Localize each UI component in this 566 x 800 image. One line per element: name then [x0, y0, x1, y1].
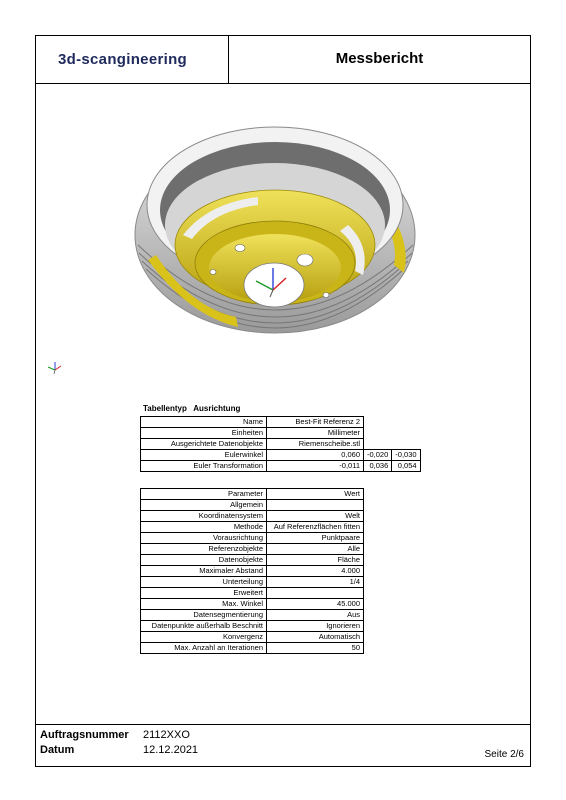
row-value: 0,036	[364, 461, 392, 472]
row-value: Best-Fit Referenz 2	[267, 417, 364, 428]
order-number-label: Auftragsnummer	[40, 729, 129, 741]
row-label: Euler Transformation	[141, 461, 267, 472]
table-row	[141, 621, 364, 632]
report-title: Messbericht	[335, 50, 424, 67]
table-row	[141, 643, 364, 654]
row-label: Datensegmentierung	[141, 610, 267, 621]
table-row	[141, 417, 421, 428]
pulley-3d-render	[108, 85, 438, 355]
report-footer	[36, 724, 530, 767]
row-label: Referenzobjekte	[141, 544, 267, 555]
table-row	[141, 544, 364, 555]
row-label: Max. Winkel	[141, 599, 267, 610]
table-row	[141, 461, 421, 472]
row-value: -0,020	[364, 450, 392, 461]
row-label: Konvergenz	[141, 632, 267, 643]
row-label: Ausgerichtete Datenobjekte	[141, 439, 267, 450]
row-value: -0,030	[392, 450, 420, 461]
table-row	[141, 439, 421, 450]
row-value: 45.000	[267, 599, 364, 610]
table-row	[141, 428, 421, 439]
row-value: 0,060	[267, 450, 364, 461]
table-row	[141, 577, 364, 588]
row-value: 1/4	[267, 577, 364, 588]
table-row	[141, 610, 364, 621]
row-value: 4.000	[267, 566, 364, 577]
row-label: Vorausrichtung	[141, 533, 267, 544]
parameter-table	[140, 488, 364, 654]
table-row	[141, 511, 364, 522]
row-value: Auf Referenzflächen fitten	[267, 522, 364, 533]
table-row	[141, 450, 421, 461]
row-label: Methode	[141, 522, 267, 533]
row-value: Millimeter	[267, 428, 364, 439]
row-label: Datenpunkte außerhalb Beschnitt	[141, 621, 267, 632]
row-label: Max. Anzahl an Iterationen	[141, 643, 267, 654]
table-row	[141, 555, 364, 566]
row-value: -0,011	[267, 461, 364, 472]
row-value: 50	[267, 643, 364, 654]
alignment-table	[140, 416, 421, 472]
column-header: Wert	[267, 489, 364, 500]
report-header	[36, 36, 530, 84]
row-value: Punktpaare	[267, 533, 364, 544]
table-row	[141, 588, 364, 599]
table-row	[141, 566, 364, 577]
table-row	[141, 533, 364, 544]
date-label: Datum	[40, 744, 75, 756]
row-value	[267, 500, 364, 511]
row-label: Koordinatensystem	[141, 511, 267, 522]
row-value: Aus	[267, 610, 364, 621]
brand-cell	[36, 36, 229, 83]
mini-coordinate-axes-icon	[44, 360, 66, 376]
row-value: Automatisch	[267, 632, 364, 643]
row-value: Riemenscheibe.stl	[267, 439, 364, 450]
table-type-caption: Tabellentyp Ausrichtung	[143, 404, 241, 413]
row-label: Allgemein	[141, 500, 267, 511]
row-value: 0,054	[392, 461, 420, 472]
row-value: Ignorieren	[267, 621, 364, 632]
table-row	[141, 522, 364, 533]
row-label: Datenobjekte	[141, 555, 267, 566]
row-label: Eulerwinkel	[141, 450, 267, 461]
row-value: Fläche	[267, 555, 364, 566]
table-header-row	[141, 489, 364, 500]
row-value	[267, 588, 364, 599]
date-value: 12.12.2021	[143, 744, 199, 756]
table-row	[141, 500, 364, 511]
row-label: Name	[141, 417, 267, 428]
table-row	[141, 632, 364, 643]
row-value: Welt	[267, 511, 364, 522]
page-number: Seite 2/6	[484, 749, 524, 760]
row-label: Maximaler Abstand	[141, 566, 267, 577]
order-number-value: 2112XXO	[143, 729, 190, 741]
brand-logo: 3d-scangineering	[58, 51, 187, 68]
row-label: Erweitert	[141, 588, 267, 599]
row-value: Alle	[267, 544, 364, 555]
row-label: Unterteilung	[141, 577, 267, 588]
column-header: Parameter	[141, 489, 267, 500]
table-row	[141, 599, 364, 610]
row-label: Einheiten	[141, 428, 267, 439]
